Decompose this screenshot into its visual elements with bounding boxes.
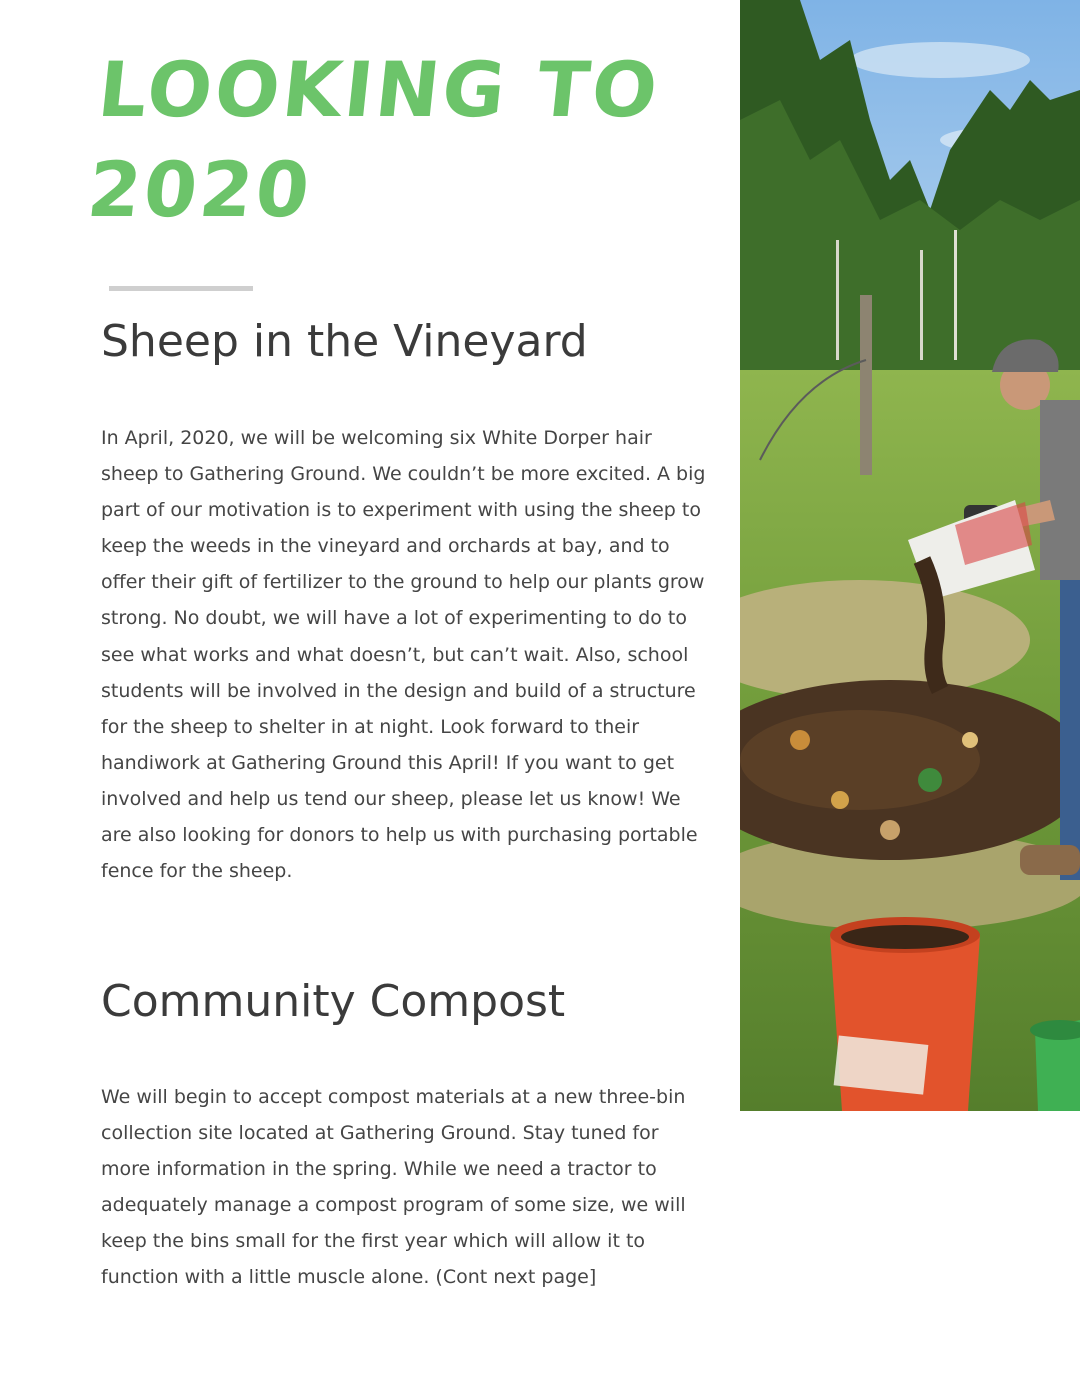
compost-photo	[740, 0, 1080, 1111]
section-body-compost: We will begin to accept compost materials at a new three-bin collection site located at Gathering Ground. Stay tuned for more information in the spring. While we need a tractor to adequately manage a compost program of some size, we will keep the bins small for the first year which will allow it to function with a little muscle alone. (Cont next page]	[101, 1086, 686, 1289]
section-heading-sheep: Sheep in the Vineyard	[101, 316, 588, 367]
title-divider	[109, 286, 253, 291]
section-heading-compost: Community Compost	[101, 976, 566, 1027]
section-body-sheep: In April, 2020, we will be welcoming six White Dorper hair sheep to Gathering Ground. We couldn’t be more excited. A big part of our motivation is to experiment with using the sheep to keep the weeds in the vineyard and orchards at bay, and to offer their gift of fertilizer to the ground to help our plants grow strong. No doubt, we will have a lot of experimenting to do to see what works and what doesn’t, but can’t wait. Also, school students will be involved in the design and build of a structure for the sheep to shelter in at night. Look forward to their handiwork at Gathering Ground this April! If you want to get involved and help us tend our sheep, please let us know! We are also looking for donors to help us with purchasing portable fence for the sheep.	[101, 427, 706, 883]
compost-photo-illustration	[740, 0, 1080, 1111]
page-title: LOOKING TO 2020	[83, 45, 665, 234]
